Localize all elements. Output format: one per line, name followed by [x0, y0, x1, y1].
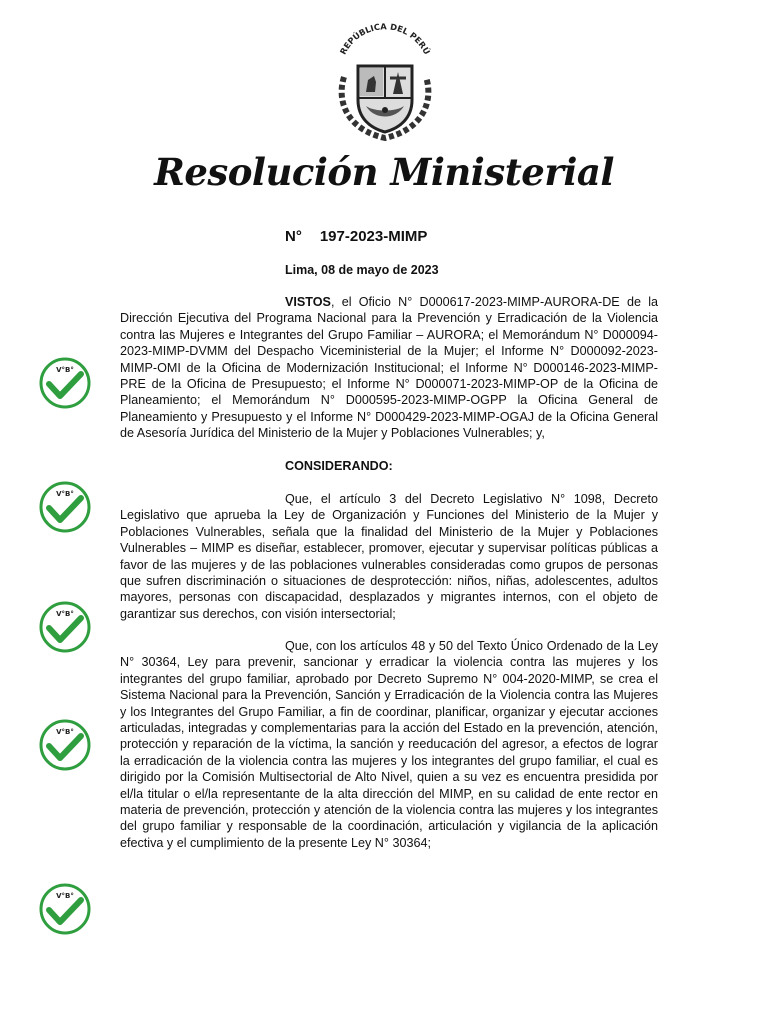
approval-stamp [36, 354, 94, 412]
document-date: Lima, 08 de mayo de 2023 [285, 263, 439, 277]
vistos-text: , el Oficio N° D000617-2023-MIMP-AURORA-DE de la Dirección Ejecutiva del Programa Nacional para la Prevención y Erradicación de la Violencia contra las Mujeres e Integrantes del Grupo Familiar – AURORA; el Memorándum N° D000094-2023-MIMP-DVMM del Despacho Viceministerial de la Mujer; el Informe N° D000092-2023-MIMP-OMI de la Oficina de Modernización Institucional; el Informe N° D000146-2023-MIMP-PRE de la Oficina de Presupuesto; el Informe N° D000071-2023-MIMP-OP de la Oficina de Planeamiento; el Memorándum N° D000595-2023-MIMP-OGPP la Oficina General de Planeamiento y Presupuesto y el Informe N° D000429-2023-MIMP-OGAJ de la Oficina General de Asesoría Jurídica del Ministerio de la Mujer y Poblaciones Vulnerables; y, [120, 295, 658, 441]
resolution-number [285, 228, 427, 245]
considerando-heading: CONSIDERANDO: [285, 459, 393, 473]
approval-stamp [36, 478, 94, 536]
paragraph-2-text: Que, con los artículos 48 y 50 del Texto Único Ordenado de la Ley N° 30364, Ley para prevenir, sancionar y erradicar la violencia contra las mujeres y los integrantes del grupo familiar, aprobado por Decreto Supremo N° 004-2020-MIMP, se crea el Sistema Nacional para la Prevención, Sanción y Erradicación de la Violencia contra las Mujeres y los Integrantes del Grupo Familiar, a fin de coordinar, planificar, organizar y ejecutar acciones articuladas, integradas y complementarias para la acción del Estado en la prevención, atención, protección y reparación de la víctima, la sanción y reeducación del agresor, a efectos de lograr la erradicación de la violencia contra las mujeres y los integrantes del grupo familiar, el cual es dirigido por la Comisión Multisectorial de Alto Nivel, quien a su vez es encuentra presidida por el/la titular o el/la representante de la alta dirección del MIMP, en su calidad de ente rector en materia de prevención, protección y atención de la violencia contra las mujeres y los integrantes del grupo familiar y responsable de la coordinación, articulación y vigilancia de la aplicación efectiva y el cumplimiento de la presente Ley N° 30364; [120, 639, 658, 850]
approval-stamp [36, 880, 94, 938]
approval-stamp [36, 598, 94, 656]
check-circle-icon [36, 598, 94, 656]
check-circle-icon [36, 880, 94, 938]
coat-of-arms [330, 22, 440, 142]
stamp-label: V°B° [56, 366, 74, 374]
vistos-lead: VISTOS [285, 295, 331, 309]
check-circle-icon [36, 716, 94, 774]
number-value: 197-2023-MIMP [319, 228, 428, 245]
document-title: Resolución Ministerial [154, 150, 614, 194]
check-circle-icon [36, 478, 94, 536]
number-prefix: N° [285, 228, 302, 245]
paragraph-1 [120, 491, 658, 622]
paragraph-2 [120, 638, 658, 851]
stamp-label: V°B° [56, 892, 74, 900]
paragraph-1-text: Que, el artículo 3 del Decreto Legislativo N° 1098, Decreto Legislativo que aprueba la Ley de Organización y Funciones del Ministerio de la Mujer y Poblaciones Vulnerables, señala que la finalidad del Ministerio de la Mujer y Poblaciones Vulnerables – MIMP es diseñar, establecer, promover, ejecutar y supervisar políticas públicas a favor de las mujeres y de las poblaciones vulnerables consideradas como grupos de personas que sufren discriminación o situaciones de desprotección: niños, niñas, adolescentes, adultos mayores, personas con discapacidad, desplazados y migrantes internos, con el objeto de garantizar sus derechos, con visión intersectorial; [120, 492, 658, 621]
approval-stamp [36, 716, 94, 774]
svg-text:REPÚBLICA DEL PERÚ [338, 22, 433, 56]
vistos-paragraph [120, 294, 658, 442]
stamp-label: V°B° [56, 610, 74, 618]
crest-inscription: REPÚBLICA DEL PERÚ [337, 22, 433, 57]
check-circle-icon [36, 354, 94, 412]
peru-coat-of-arms-icon [330, 22, 440, 142]
stamp-label: V°B° [56, 490, 74, 498]
stamp-label: V°B° [56, 728, 74, 736]
